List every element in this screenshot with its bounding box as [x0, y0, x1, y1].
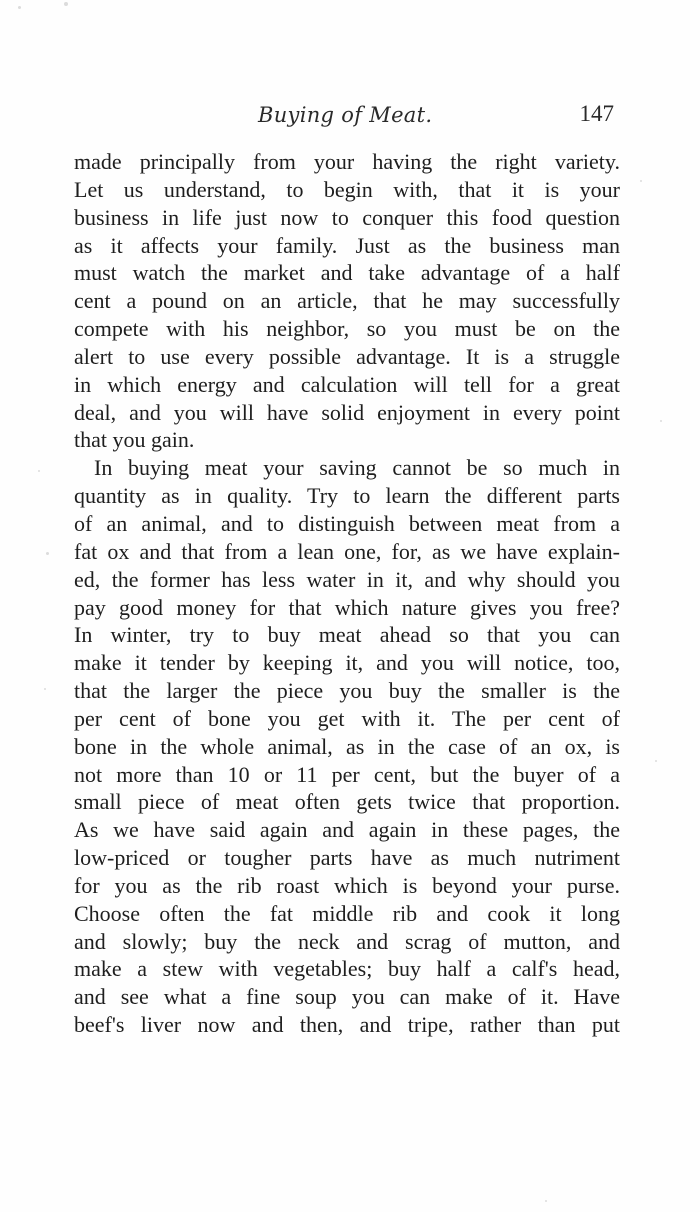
- text-line: make it tender by keeping it, and you will notice, too,: [74, 650, 620, 676]
- paper-speck: [46, 552, 49, 555]
- running-head: [72, 101, 620, 133]
- paragraph-start-line: In buying meat your saving cannot be so much in: [94, 455, 620, 481]
- paper-speck: [545, 1200, 547, 1202]
- paragraph-end-line: that you gain.: [74, 427, 195, 453]
- running-title: Buying of Meat.: [258, 103, 433, 127]
- body-text: [74, 148, 620, 1039]
- paper-speck: [18, 6, 21, 9]
- paper-speck: [640, 180, 642, 182]
- text-line: per cent of bone you get with it. The per cent of: [74, 705, 620, 731]
- paper-speck: [38, 470, 40, 472]
- paper-speck: [44, 688, 46, 690]
- text-line: Choose often the fat middle rib and cook it long: [74, 900, 620, 926]
- paper-speck: [64, 2, 68, 6]
- text-line: fat ox and that from a lean one, for, as we have explain-: [74, 538, 620, 564]
- text-line: beef's liver now and then, and tripe, rather than put: [74, 1012, 620, 1038]
- text-line: In winter, try to buy meat ahead so that you can: [74, 622, 620, 648]
- text-line: deal, and you will have solid enjoyment in every point: [74, 399, 620, 425]
- text-line: must watch the market and take advantage of a half: [74, 260, 620, 286]
- text-line: bone in the whole animal, as in the case of an ox, is: [74, 733, 620, 759]
- text-line: quantity as in quality. Try to learn the different parts: [74, 483, 620, 509]
- paper-speck: [660, 420, 662, 422]
- text-line: business in life just now to conquer this food question: [74, 204, 620, 230]
- text-line: small piece of meat often gets twice that proportion.: [74, 789, 620, 815]
- text-line: made principally from your having the right variety.: [74, 149, 620, 174]
- text-line: as it affects your family. Just as the business man: [74, 232, 620, 258]
- text-line: alert to use every possible advantage. It is a struggle: [74, 343, 620, 369]
- text-line: compete with his neighbor, so you must be on the: [74, 316, 620, 342]
- text-line: not more than 10 or 11 per cent, but the buyer of a: [74, 761, 620, 787]
- page-number: 147: [579, 101, 614, 126]
- text-line: of an animal, and to distinguish between meat from a: [74, 510, 620, 536]
- text-line: As we have said again and again in these pages, the: [74, 817, 620, 843]
- text-line: for you as the rib roast which is beyond your purse.: [74, 872, 620, 898]
- text-line: make a stew with vegetables; buy half a calf's head,: [74, 956, 620, 982]
- paper-speck: [655, 760, 657, 762]
- text-line: in which energy and calculation will tell for a great: [74, 371, 620, 397]
- text-line: and see what a fine soup you can make of it. Have: [74, 984, 620, 1010]
- text-line: and slowly; buy the neck and scrag of mutton, and: [74, 928, 620, 954]
- text-line: ed, the former has less water in it, and why should you: [74, 566, 620, 592]
- text-line: pay good money for that which nature gives you free?: [74, 594, 620, 620]
- text-line: that the larger the piece you buy the smaller is the: [74, 678, 620, 704]
- text-line: low-priced or tougher parts have as much nutriment: [74, 845, 620, 871]
- text-line: cent a pound on an article, that he may successfully: [74, 288, 620, 314]
- text-line: Let us understand, to begin with, that it is your: [74, 176, 620, 202]
